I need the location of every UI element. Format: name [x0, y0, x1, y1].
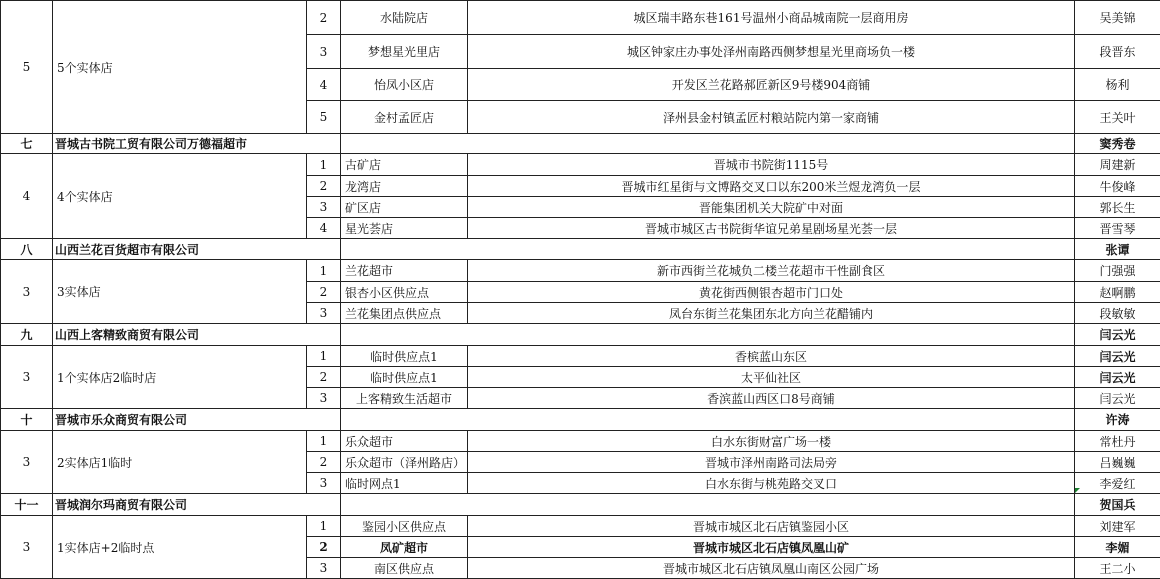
- store-index[interactable]: 2: [307, 537, 341, 558]
- store-index[interactable]: 2: [307, 367, 341, 388]
- company-row: [1, 239, 1160, 260]
- store-name[interactable]: 梦想星光里店: [341, 35, 468, 69]
- company-row: [1, 324, 1160, 346]
- store-name[interactable]: 临时网点1: [341, 473, 468, 494]
- store-address[interactable]: 晋城市城区北石店镇凤凰山南区公园广场: [468, 558, 1075, 579]
- empty-cell[interactable]: [468, 324, 1075, 346]
- contact-person[interactable]: 吴美锦: [1075, 1, 1160, 35]
- store-index[interactable]: 1: [307, 260, 341, 282]
- store-name[interactable]: 兰花集团点供应点: [341, 303, 468, 324]
- cell-comment-marker: [1075, 488, 1080, 493]
- contact-person[interactable]: 王二小: [1075, 558, 1160, 579]
- store-index[interactable]: 3: [307, 35, 341, 69]
- contact-person[interactable]: 王关叶: [1075, 101, 1160, 134]
- store-name[interactable]: 水陆院店: [341, 1, 468, 35]
- store-address[interactable]: 晋城市城区北石店镇鉴园小区: [468, 516, 1075, 537]
- group-store-count[interactable]: 3: [1, 260, 53, 324]
- group-store-count[interactable]: 3: [1, 516, 53, 579]
- company-name[interactable]: 山西兰花百货超市有限公司: [53, 239, 341, 260]
- store-index[interactable]: 2: [307, 282, 341, 303]
- store-index[interactable]: 2: [307, 176, 341, 197]
- group-description[interactable]: 1实体店+2临时点: [53, 516, 307, 579]
- store-address[interactable]: 晋城市城区古书院街华谊兄弟星剧场星光荟一层: [468, 218, 1075, 239]
- contact-person[interactable]: 周建新: [1075, 154, 1160, 176]
- contact-person[interactable]: 闫云光: [1075, 346, 1160, 367]
- group-description[interactable]: 4个实体店: [53, 154, 307, 239]
- store-name[interactable]: 临时供应点1: [341, 367, 468, 388]
- company-number[interactable]: 八: [1, 239, 53, 260]
- contact-person[interactable]: 李媚: [1075, 537, 1160, 558]
- store-address[interactable]: 香滨蓝山西区口8号商铺: [468, 388, 1075, 409]
- store-address[interactable]: 晋城市书院街1115号: [468, 154, 1075, 176]
- company-number[interactable]: 七: [1, 134, 53, 154]
- empty-cell[interactable]: [341, 494, 468, 516]
- contact-person[interactable]: 闫云光: [1075, 388, 1160, 409]
- store-name[interactable]: 银杏小区供应点: [341, 282, 468, 303]
- store-address[interactable]: 城区瑞丰路东巷161号温州小商品城南院一层商用房: [468, 1, 1075, 35]
- store-address[interactable]: 晋城市城区北石店镇凤凰山矿: [468, 537, 1075, 558]
- empty-cell[interactable]: [341, 409, 468, 431]
- store-row: [1, 346, 1160, 367]
- store-name[interactable]: 乐众超市（泽州路店）: [341, 452, 468, 473]
- store-name[interactable]: 上客精致生活超市: [341, 388, 468, 409]
- store-index[interactable]: 3: [307, 303, 341, 324]
- store-name[interactable]: 矿区店: [341, 197, 468, 218]
- store-address[interactable]: 白水东街与桃苑路交叉口: [468, 473, 1075, 494]
- group-store-count[interactable]: 3: [1, 431, 53, 494]
- group-description[interactable]: 3实体店: [53, 260, 307, 324]
- store-index[interactable]: 1: [307, 516, 341, 537]
- contact-person[interactable]: 段晋东: [1075, 35, 1160, 69]
- store-name[interactable]: 怡凤小区店: [341, 69, 468, 101]
- contact-person[interactable]: 段敏敏: [1075, 303, 1160, 324]
- group-description[interactable]: 2实体店1临时: [53, 431, 307, 494]
- store-index[interactable]: 3: [307, 473, 341, 494]
- store-address[interactable]: 香槟蓝山东区: [468, 346, 1075, 367]
- group-description[interactable]: 1个实体店2临时店: [53, 346, 307, 409]
- empty-cell[interactable]: [341, 324, 468, 346]
- empty-cell[interactable]: [468, 134, 1075, 154]
- group-store-count[interactable]: 3: [1, 346, 53, 409]
- empty-cell[interactable]: [468, 239, 1075, 260]
- company-name[interactable]: 晋城润尔玛商贸有限公司: [53, 494, 341, 516]
- store-name[interactable]: 星光荟店: [341, 218, 468, 239]
- company-row: [1, 409, 1160, 431]
- store-name[interactable]: 兰花超市: [341, 260, 468, 282]
- company-name[interactable]: 晋城古书院工贸有限公司万德福超市: [53, 134, 341, 154]
- empty-cell[interactable]: [468, 494, 1075, 516]
- store-address[interactable]: 白水东街财富广场一楼: [468, 431, 1075, 452]
- store-name[interactable]: 鉴园小区供应点: [341, 516, 468, 537]
- contact-person[interactable]: 郭长生: [1075, 197, 1160, 218]
- store-address[interactable]: 晋城市泽州南路司法局旁: [468, 452, 1075, 473]
- store-row: [1, 1, 1160, 35]
- company-number[interactable]: 十: [1, 409, 53, 431]
- contact-person[interactable]: 窦秀卷: [1075, 134, 1160, 154]
- contact-person[interactable]: 许涛: [1075, 409, 1160, 431]
- store-name[interactable]: 乐众超市: [341, 431, 468, 452]
- store-address[interactable]: 凤台东街兰花集团东北方向兰花醋铺内: [468, 303, 1075, 324]
- contact-person[interactable]: 刘建军: [1075, 516, 1160, 537]
- company-number[interactable]: 十一: [1, 494, 53, 516]
- store-address[interactable]: 新市西街兰花城负二楼兰花超市干性副食区: [468, 260, 1075, 282]
- store-name[interactable]: 南区供应点: [341, 558, 468, 579]
- store-row: [1, 431, 1160, 452]
- contact-person[interactable]: 闫云光: [1075, 324, 1160, 346]
- store-index[interactable]: 2: [307, 1, 341, 35]
- store-index[interactable]: 5: [307, 101, 341, 134]
- store-index[interactable]: 3: [307, 197, 341, 218]
- store-name[interactable]: 古矿店: [341, 154, 468, 176]
- store-row: [1, 260, 1160, 282]
- empty-cell[interactable]: [468, 409, 1075, 431]
- store-row: [1, 154, 1160, 176]
- store-index[interactable]: 3: [307, 558, 341, 579]
- contact-person[interactable]: 李爱红: [1075, 473, 1160, 494]
- store-address[interactable]: 晋能集团机关大院矿中对面: [468, 197, 1075, 218]
- contact-person[interactable]: 常杜丹: [1075, 431, 1160, 452]
- contact-person[interactable]: 闫云光: [1075, 367, 1160, 388]
- store-name[interactable]: 凤矿超市: [341, 537, 468, 558]
- contact-person[interactable]: 张谭: [1075, 239, 1160, 260]
- empty-cell[interactable]: [341, 239, 468, 260]
- store-index[interactable]: 4: [307, 69, 341, 101]
- store-address[interactable]: 城区钟家庄办事处泽州南路西侧梦想星光里商场负一楼: [468, 35, 1075, 69]
- contact-person[interactable]: 牛俊峰: [1075, 176, 1160, 197]
- company-number[interactable]: 九: [1, 324, 53, 346]
- group-description[interactable]: 5个实体店: [53, 1, 307, 134]
- contact-person[interactable]: 贺国兵: [1075, 494, 1160, 516]
- contact-person[interactable]: 赵啊鹏: [1075, 282, 1160, 303]
- store-index[interactable]: 3: [307, 388, 341, 409]
- company-row: [1, 494, 1160, 516]
- company-name[interactable]: 晋城市乐众商贸有限公司: [53, 409, 341, 431]
- group-store-count[interactable]: 5: [1, 1, 53, 134]
- contact-person[interactable]: 吕巍巍: [1075, 452, 1160, 473]
- store-index[interactable]: 1: [307, 154, 341, 176]
- store-name[interactable]: 龙湾店: [341, 176, 468, 197]
- store-address[interactable]: 晋城市红星街与文博路交叉口以东200米兰煜龙湾负一层: [468, 176, 1075, 197]
- store-index[interactable]: 2: [307, 452, 341, 473]
- store-row: [1, 516, 1160, 537]
- sheet-body: [1, 1, 1160, 579]
- contact-person[interactable]: 杨利: [1075, 69, 1160, 101]
- store-name[interactable]: 金村孟匠店: [341, 101, 468, 134]
- store-name[interactable]: 临时供应点1: [341, 346, 468, 367]
- store-address[interactable]: 开发区兰花路郝匠新区9号楼904商铺: [468, 69, 1075, 101]
- store-index[interactable]: 4: [307, 218, 341, 239]
- store-index[interactable]: 1: [307, 346, 341, 367]
- store-address[interactable]: 泽州县金村镇孟匠村粮站院内第一家商铺: [468, 101, 1075, 134]
- store-index[interactable]: 1: [307, 431, 341, 452]
- empty-cell[interactable]: [341, 134, 468, 154]
- store-address[interactable]: 黄花街西侧银杏超市门口处: [468, 282, 1075, 303]
- company-row: [1, 134, 1160, 154]
- contact-person[interactable]: 门强强: [1075, 260, 1160, 282]
- company-name[interactable]: 山西上客精致商贸有限公司: [53, 324, 341, 346]
- contact-person[interactable]: 晋雪琴: [1075, 218, 1160, 239]
- group-store-count[interactable]: 4: [1, 154, 53, 239]
- store-address[interactable]: 太平仙社区: [468, 367, 1075, 388]
